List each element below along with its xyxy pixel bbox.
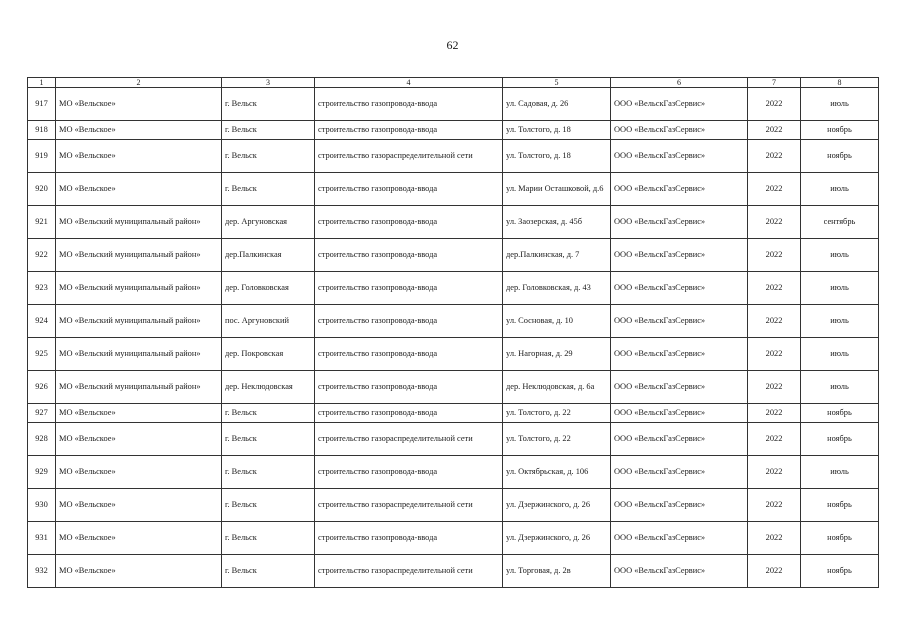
address-cell: ул. Нагорная, д. 29 — [503, 338, 611, 371]
year-cell: 2022 — [748, 239, 801, 272]
work-type-cell: строительство газопровода-ввода — [315, 88, 503, 121]
table-row — [28, 423, 879, 456]
year-cell: 2022 — [748, 206, 801, 239]
month-cell: июль — [801, 305, 879, 338]
municipality-cell: МО «Вельский муниципальный район» — [56, 305, 222, 338]
work-type-cell: строительство газопровода-ввода — [315, 404, 503, 423]
municipality-cell: МО «Вельский муниципальный район» — [56, 206, 222, 239]
month-cell: июль — [801, 88, 879, 121]
table-row — [28, 239, 879, 272]
table-row — [28, 206, 879, 239]
settlement-cell: г. Вельск — [222, 173, 315, 206]
row-number-cell: 928 — [28, 423, 56, 456]
year-cell: 2022 — [748, 140, 801, 173]
month-cell: ноябрь — [801, 140, 879, 173]
address-cell: ул. Сосновая, д. 10 — [503, 305, 611, 338]
work-type-cell: строительство газопровода-ввода — [315, 206, 503, 239]
row-number-cell: 921 — [28, 206, 56, 239]
table-row — [28, 555, 879, 588]
header-cell: 5 — [503, 78, 611, 88]
row-number-cell: 927 — [28, 404, 56, 423]
year-cell: 2022 — [748, 404, 801, 423]
table-row — [28, 305, 879, 338]
month-cell: сентябрь — [801, 206, 879, 239]
month-cell: июль — [801, 371, 879, 404]
month-cell: июль — [801, 272, 879, 305]
municipality-cell: МО «Вельское» — [56, 456, 222, 489]
contractor-cell: ООО «ВельскГазСервис» — [611, 272, 748, 305]
year-cell: 2022 — [748, 522, 801, 555]
settlement-cell: г. Вельск — [222, 456, 315, 489]
month-cell: ноябрь — [801, 423, 879, 456]
contractor-cell: ООО «ВельскГазСервис» — [611, 305, 748, 338]
settlement-cell: г. Вельск — [222, 121, 315, 140]
table-row — [28, 140, 879, 173]
header-cell: 1 — [28, 78, 56, 88]
contractor-cell: ООО «ВельскГазСервис» — [611, 522, 748, 555]
settlement-cell: дер. Покровская — [222, 338, 315, 371]
settlement-cell: г. Вельск — [222, 423, 315, 456]
municipality-cell: МО «Вельский муниципальный район» — [56, 338, 222, 371]
row-number-cell: 923 — [28, 272, 56, 305]
month-cell: ноябрь — [801, 404, 879, 423]
contractor-cell: ООО «ВельскГазСервис» — [611, 121, 748, 140]
table-row — [28, 404, 879, 423]
year-cell: 2022 — [748, 371, 801, 404]
settlement-cell: г. Вельск — [222, 489, 315, 522]
work-type-cell: строительство газораспределительной сети — [315, 423, 503, 456]
address-cell: ул. Марии Осташковой, д.6 — [503, 173, 611, 206]
contractor-cell: ООО «ВельскГазСервис» — [611, 140, 748, 173]
contractor-cell: ООО «ВельскГазСервис» — [611, 555, 748, 588]
work-type-cell: строительство газопровода-ввода — [315, 239, 503, 272]
settlement-cell: пос. Аргуновский — [222, 305, 315, 338]
month-cell: ноябрь — [801, 522, 879, 555]
table-row — [28, 88, 879, 121]
municipality-cell: МО «Вельское» — [56, 522, 222, 555]
contractor-cell: ООО «ВельскГазСервис» — [611, 88, 748, 121]
contractor-cell: ООО «ВельскГазСервис» — [611, 206, 748, 239]
month-cell: ноябрь — [801, 555, 879, 588]
row-number-cell: 930 — [28, 489, 56, 522]
contractor-cell: ООО «ВельскГазСервис» — [611, 456, 748, 489]
contractor-cell: ООО «ВельскГазСервис» — [611, 338, 748, 371]
work-type-cell: строительство газораспределительной сети — [315, 555, 503, 588]
header-cell: 4 — [315, 78, 503, 88]
address-cell: ул. Толстого, д. 18 — [503, 121, 611, 140]
table-row — [28, 272, 879, 305]
table-row — [28, 456, 879, 489]
year-cell: 2022 — [748, 456, 801, 489]
work-type-cell: строительство газопровода-ввода — [315, 121, 503, 140]
municipality-cell: МО «Вельское» — [56, 555, 222, 588]
header-cell: 3 — [222, 78, 315, 88]
settlement-cell: дер. Головковская — [222, 272, 315, 305]
work-type-cell: строительство газопровода-ввода — [315, 173, 503, 206]
municipality-cell: МО «Вельское» — [56, 121, 222, 140]
work-type-cell: строительство газопровода-ввода — [315, 338, 503, 371]
month-cell: июль — [801, 239, 879, 272]
row-number-cell: 924 — [28, 305, 56, 338]
municipality-cell: МО «Вельское» — [56, 489, 222, 522]
municipality-cell: МО «Вельское» — [56, 88, 222, 121]
work-type-cell: строительство газораспределительной сети — [315, 140, 503, 173]
month-cell: июль — [801, 173, 879, 206]
year-cell: 2022 — [748, 489, 801, 522]
settlement-cell: г. Вельск — [222, 140, 315, 173]
year-cell: 2022 — [748, 423, 801, 456]
row-number-cell: 925 — [28, 338, 56, 371]
address-cell: ул. Дзержинского, д. 26 — [503, 522, 611, 555]
month-cell: ноябрь — [801, 121, 879, 140]
row-number-cell: 922 — [28, 239, 56, 272]
year-cell: 2022 — [748, 88, 801, 121]
contractor-cell: ООО «ВельскГазСервис» — [611, 404, 748, 423]
table-row — [28, 338, 879, 371]
contractor-cell: ООО «ВельскГазСервис» — [611, 371, 748, 404]
settlement-cell: дер.Палкинская — [222, 239, 315, 272]
municipality-cell: МО «Вельское» — [56, 173, 222, 206]
settlement-cell: г. Вельск — [222, 88, 315, 121]
row-number-cell: 931 — [28, 522, 56, 555]
year-cell: 2022 — [748, 121, 801, 140]
address-cell: дер.Палкинская, д. 7 — [503, 239, 611, 272]
table-row — [28, 371, 879, 404]
address-cell: ул. Толстого, д. 18 — [503, 140, 611, 173]
settlement-cell: г. Вельск — [222, 555, 315, 588]
row-number-cell: 917 — [28, 88, 56, 121]
municipality-cell: МО «Вельский муниципальный район» — [56, 272, 222, 305]
address-cell: ул. Садовая, д. 26 — [503, 88, 611, 121]
page-number: 62 — [446, 38, 459, 52]
gasification-table — [27, 77, 879, 588]
address-cell: ул. Толстого, д. 22 — [503, 423, 611, 456]
row-number-cell: 926 — [28, 371, 56, 404]
address-cell: ул. Торговая, д. 2в — [503, 555, 611, 588]
settlement-cell: г. Вельск — [222, 404, 315, 423]
work-type-cell: строительство газопровода-ввода — [315, 305, 503, 338]
address-cell: ул. Дзержинского, д. 26 — [503, 489, 611, 522]
year-cell: 2022 — [748, 173, 801, 206]
settlement-cell: дер. Аргуновская — [222, 206, 315, 239]
municipality-cell: МО «Вельское» — [56, 404, 222, 423]
settlement-cell: дер. Неклюдовская — [222, 371, 315, 404]
work-type-cell: строительство газопровода-ввода — [315, 272, 503, 305]
year-cell: 2022 — [748, 272, 801, 305]
table-header-row — [28, 78, 879, 88]
header-cell: 8 — [801, 78, 879, 88]
address-cell: ул. Заозерская, д. 45б — [503, 206, 611, 239]
table-row — [28, 489, 879, 522]
row-number-cell: 929 — [28, 456, 56, 489]
municipality-cell: МО «Вельский муниципальный район» — [56, 239, 222, 272]
address-cell: дер. Головковская, д. 43 — [503, 272, 611, 305]
municipality-cell: МО «Вельское» — [56, 140, 222, 173]
header-cell: 7 — [748, 78, 801, 88]
month-cell: июль — [801, 338, 879, 371]
address-cell: ул. Толстого, д. 22 — [503, 404, 611, 423]
row-number-cell: 932 — [28, 555, 56, 588]
year-cell: 2022 — [748, 555, 801, 588]
work-type-cell: строительство газопровода-ввода — [315, 371, 503, 404]
contractor-cell: ООО «ВельскГазСервис» — [611, 489, 748, 522]
month-cell: ноябрь — [801, 489, 879, 522]
year-cell: 2022 — [748, 305, 801, 338]
month-cell: июль — [801, 456, 879, 489]
address-cell: ул. Октябрьская, д. 106 — [503, 456, 611, 489]
contractor-cell: ООО «ВельскГазСервис» — [611, 173, 748, 206]
contractor-cell: ООО «ВельскГазСервис» — [611, 239, 748, 272]
header-cell: 6 — [611, 78, 748, 88]
row-number-cell: 919 — [28, 140, 56, 173]
work-type-cell: строительство газопровода-ввода — [315, 522, 503, 555]
table-body — [28, 78, 879, 588]
table-row — [28, 121, 879, 140]
year-cell: 2022 — [748, 338, 801, 371]
settlement-cell: г. Вельск — [222, 522, 315, 555]
address-cell: дер. Неклюдовская, д. 6а — [503, 371, 611, 404]
work-type-cell: строительство газораспределительной сети — [315, 489, 503, 522]
municipality-cell: МО «Вельский муниципальный район» — [56, 371, 222, 404]
row-number-cell: 920 — [28, 173, 56, 206]
contractor-cell: ООО «ВельскГазСервис» — [611, 423, 748, 456]
table-row — [28, 173, 879, 206]
row-number-cell: 918 — [28, 121, 56, 140]
work-type-cell: строительство газопровода-ввода — [315, 456, 503, 489]
municipality-cell: МО «Вельское» — [56, 423, 222, 456]
table-row — [28, 522, 879, 555]
header-cell: 2 — [56, 78, 222, 88]
